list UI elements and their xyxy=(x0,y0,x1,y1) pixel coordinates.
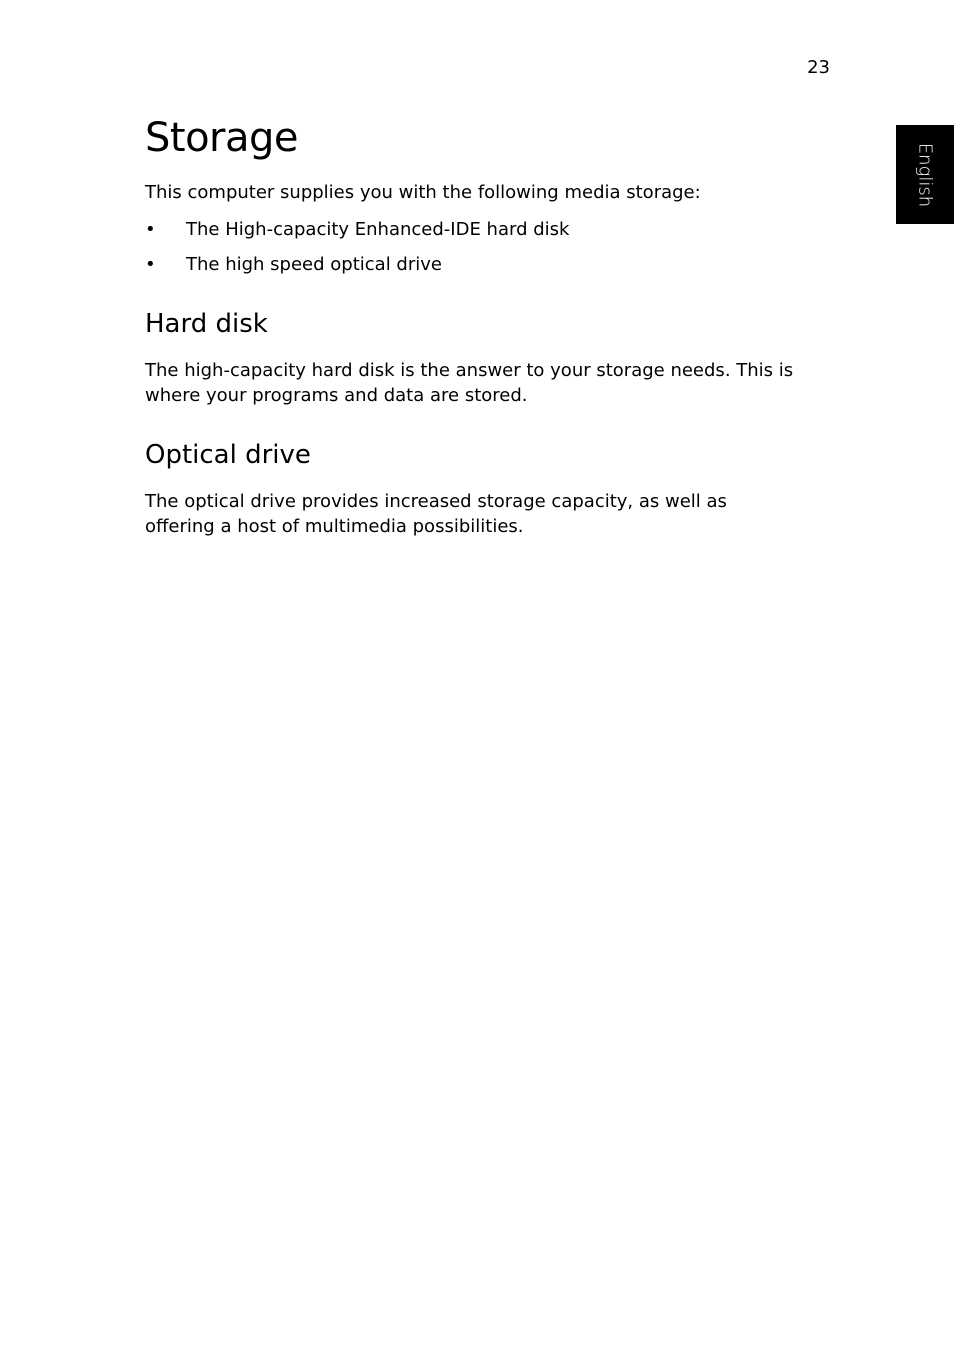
page-title: Storage xyxy=(145,115,299,161)
list-item-text: The High-capacity Enhanced-IDE hard disk xyxy=(186,219,570,240)
bullet-icon: • xyxy=(145,254,156,275)
language-side-tab xyxy=(896,125,954,224)
section-body-optical-drive: The optical drive provides increased storage capacity, as well as offering a host of multimedia possibilities. xyxy=(145,491,727,537)
page-number: 23 xyxy=(807,57,830,78)
storage-list xyxy=(145,217,569,287)
intro-paragraph: This computer supplies you with the following media storage: xyxy=(145,182,701,203)
list-item xyxy=(145,217,569,242)
section-heading-hard-disk: Hard disk xyxy=(145,309,268,339)
section-body-hard-disk: The high-capacity hard disk is the answer to your storage needs. This is where your programs and data are stored. xyxy=(145,360,794,406)
list-item-text: The high speed optical drive xyxy=(186,254,442,275)
section-heading-optical-drive: Optical drive xyxy=(145,440,311,470)
bullet-icon: • xyxy=(145,219,156,240)
list-item xyxy=(145,252,569,277)
language-side-tab-label: English xyxy=(914,142,936,207)
